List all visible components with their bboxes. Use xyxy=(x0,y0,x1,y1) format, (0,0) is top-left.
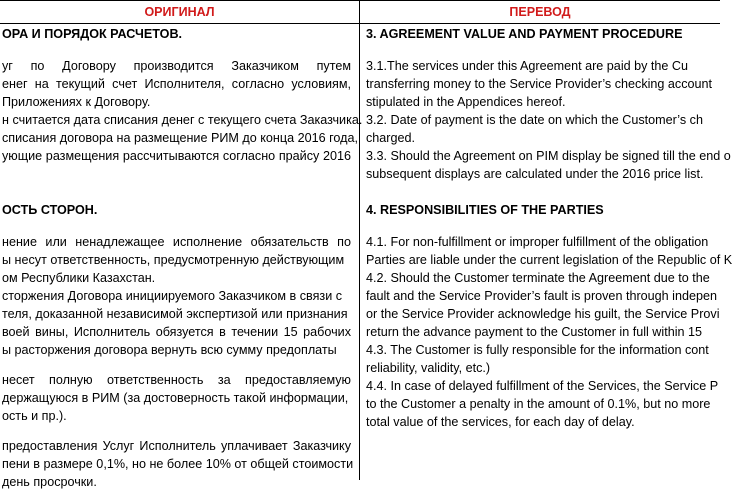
original-column-header: ОРИГИНАЛ xyxy=(144,5,215,19)
original-p3-1-line: уг по Договору производится Заказчиком путем xyxy=(2,59,351,73)
translation-p4-2-line: fault and the Service Provider’s fault is proven through indepen xyxy=(366,289,717,303)
original-p4-2-line: сторжения Договора инициируемого Заказчиком в связи с xyxy=(2,289,343,303)
original-p4-3-line: держащуюся в РИМ (за достоверность такой информации, xyxy=(2,391,349,405)
translation-column-header: ПЕРЕВОД xyxy=(509,5,571,19)
translation-p4-3-line: 4.3. The Customer is fully responsible for the information cont xyxy=(366,343,709,357)
translation-p4-2-line: 4.2. Should the Customer terminate the Agreement due to the xyxy=(366,271,710,285)
original-p4-4-line: предоставления Услуг Исполнитель уплачивает Заказчику xyxy=(2,439,351,453)
original-heading-4: ОСТЬ СТОРОН. xyxy=(2,203,98,217)
translation-p4-4-line: 4.4. In case of delayed fulfillment of the Services, the Service P xyxy=(366,379,719,393)
translation-p4-1-line: Parties are liable under the current legislation of the Republic of K xyxy=(366,253,732,267)
original-p4-2-line: теля, доказанной независимой экспертизой или признания xyxy=(2,307,348,321)
translation-heading-4: 4. RESPONSIBILITIES OF THE PARTIES xyxy=(366,203,604,217)
original-p4-3-line: несет полную ответственность за предоставляемую xyxy=(2,373,351,387)
original-p4-4-line: день просрочки. xyxy=(2,475,97,489)
original-p4-1-line: ом Республики Казахстан. xyxy=(2,271,156,285)
translation-p4-3-line: reliability, validity, etc.) xyxy=(366,361,491,375)
translation-p3-1-line: transferring money to the Service Provider’s checking account xyxy=(366,77,713,91)
original-p4-2-line: воей вины, Исполнитель обязуется в течении 15 рабочих xyxy=(2,325,351,339)
translation-heading-3: 3. AGREEMENT VALUE AND PAYMENT PROCEDURE xyxy=(366,27,683,41)
original-p4-1-line: нение или ненадлежащее исполнение обязательств по xyxy=(2,235,351,249)
original-p3-2-line: н считается дата списания денег с текущего счета Заказчика. xyxy=(2,113,363,127)
translation-p3-1-line: 3.1.The services under this Agreement are paid by the Cu xyxy=(366,59,689,73)
original-text-column xyxy=(0,24,363,489)
translation-p3-1-line: stipulated in the Appendices hereof. xyxy=(366,95,566,109)
translation-p4-4-line: to the Customer a penalty in the amount of 0.1%, but no more xyxy=(366,397,711,411)
original-p3-3-line: списания договора на размещение РИМ до конца 2016 года, xyxy=(2,131,359,145)
translation-p4-1-line: 4.1. For non-fulfillment or improper fulfillment of the obligation xyxy=(366,235,709,249)
translation-p3-2-line: 3.2. Date of payment is the date on which the Customer’s ch xyxy=(366,113,703,127)
original-p3-1-line: енег на текущий счет Исполнителя, согласно условиям, xyxy=(2,77,351,91)
original-p4-4-line: пени в размере 0,1%, но не более 10% от общей стоимости xyxy=(2,457,354,471)
original-heading-3: ОРА И ПОРЯДОК РАСЧЕТОВ. xyxy=(2,27,183,41)
translation-p3-2-line: charged. xyxy=(366,131,416,145)
original-p4-2-line: ы расторжения договора вернуть всю сумму предоплаты xyxy=(2,343,337,357)
translation-p3-3-line: subsequent displays are calculated under the 2016 price list. xyxy=(366,167,704,181)
translation-p4-4-line: total value of the services, for each day of delay. xyxy=(366,415,635,429)
original-p3-3-line: ующие размещения рассчитываются согласно прайсу 2016 xyxy=(2,149,351,163)
original-p3-1-line: Приложениях к Договору. xyxy=(2,95,151,109)
original-p4-1-line: ы несут ответственность, предусмотренную действующим xyxy=(2,253,345,267)
original-p4-3-line: ость и пр.). xyxy=(2,409,67,423)
translation-p4-2-line: return the advance payment to the Customer in full within 15 xyxy=(366,325,703,339)
translation-text-column xyxy=(360,24,732,480)
translation-p4-2-line: or the Service Provider acknowledge his guilt, the Service Provi xyxy=(366,307,720,321)
translation-p3-3-line: 3.3. Should the Agreement on PIM display be signed till the end o xyxy=(366,149,731,163)
